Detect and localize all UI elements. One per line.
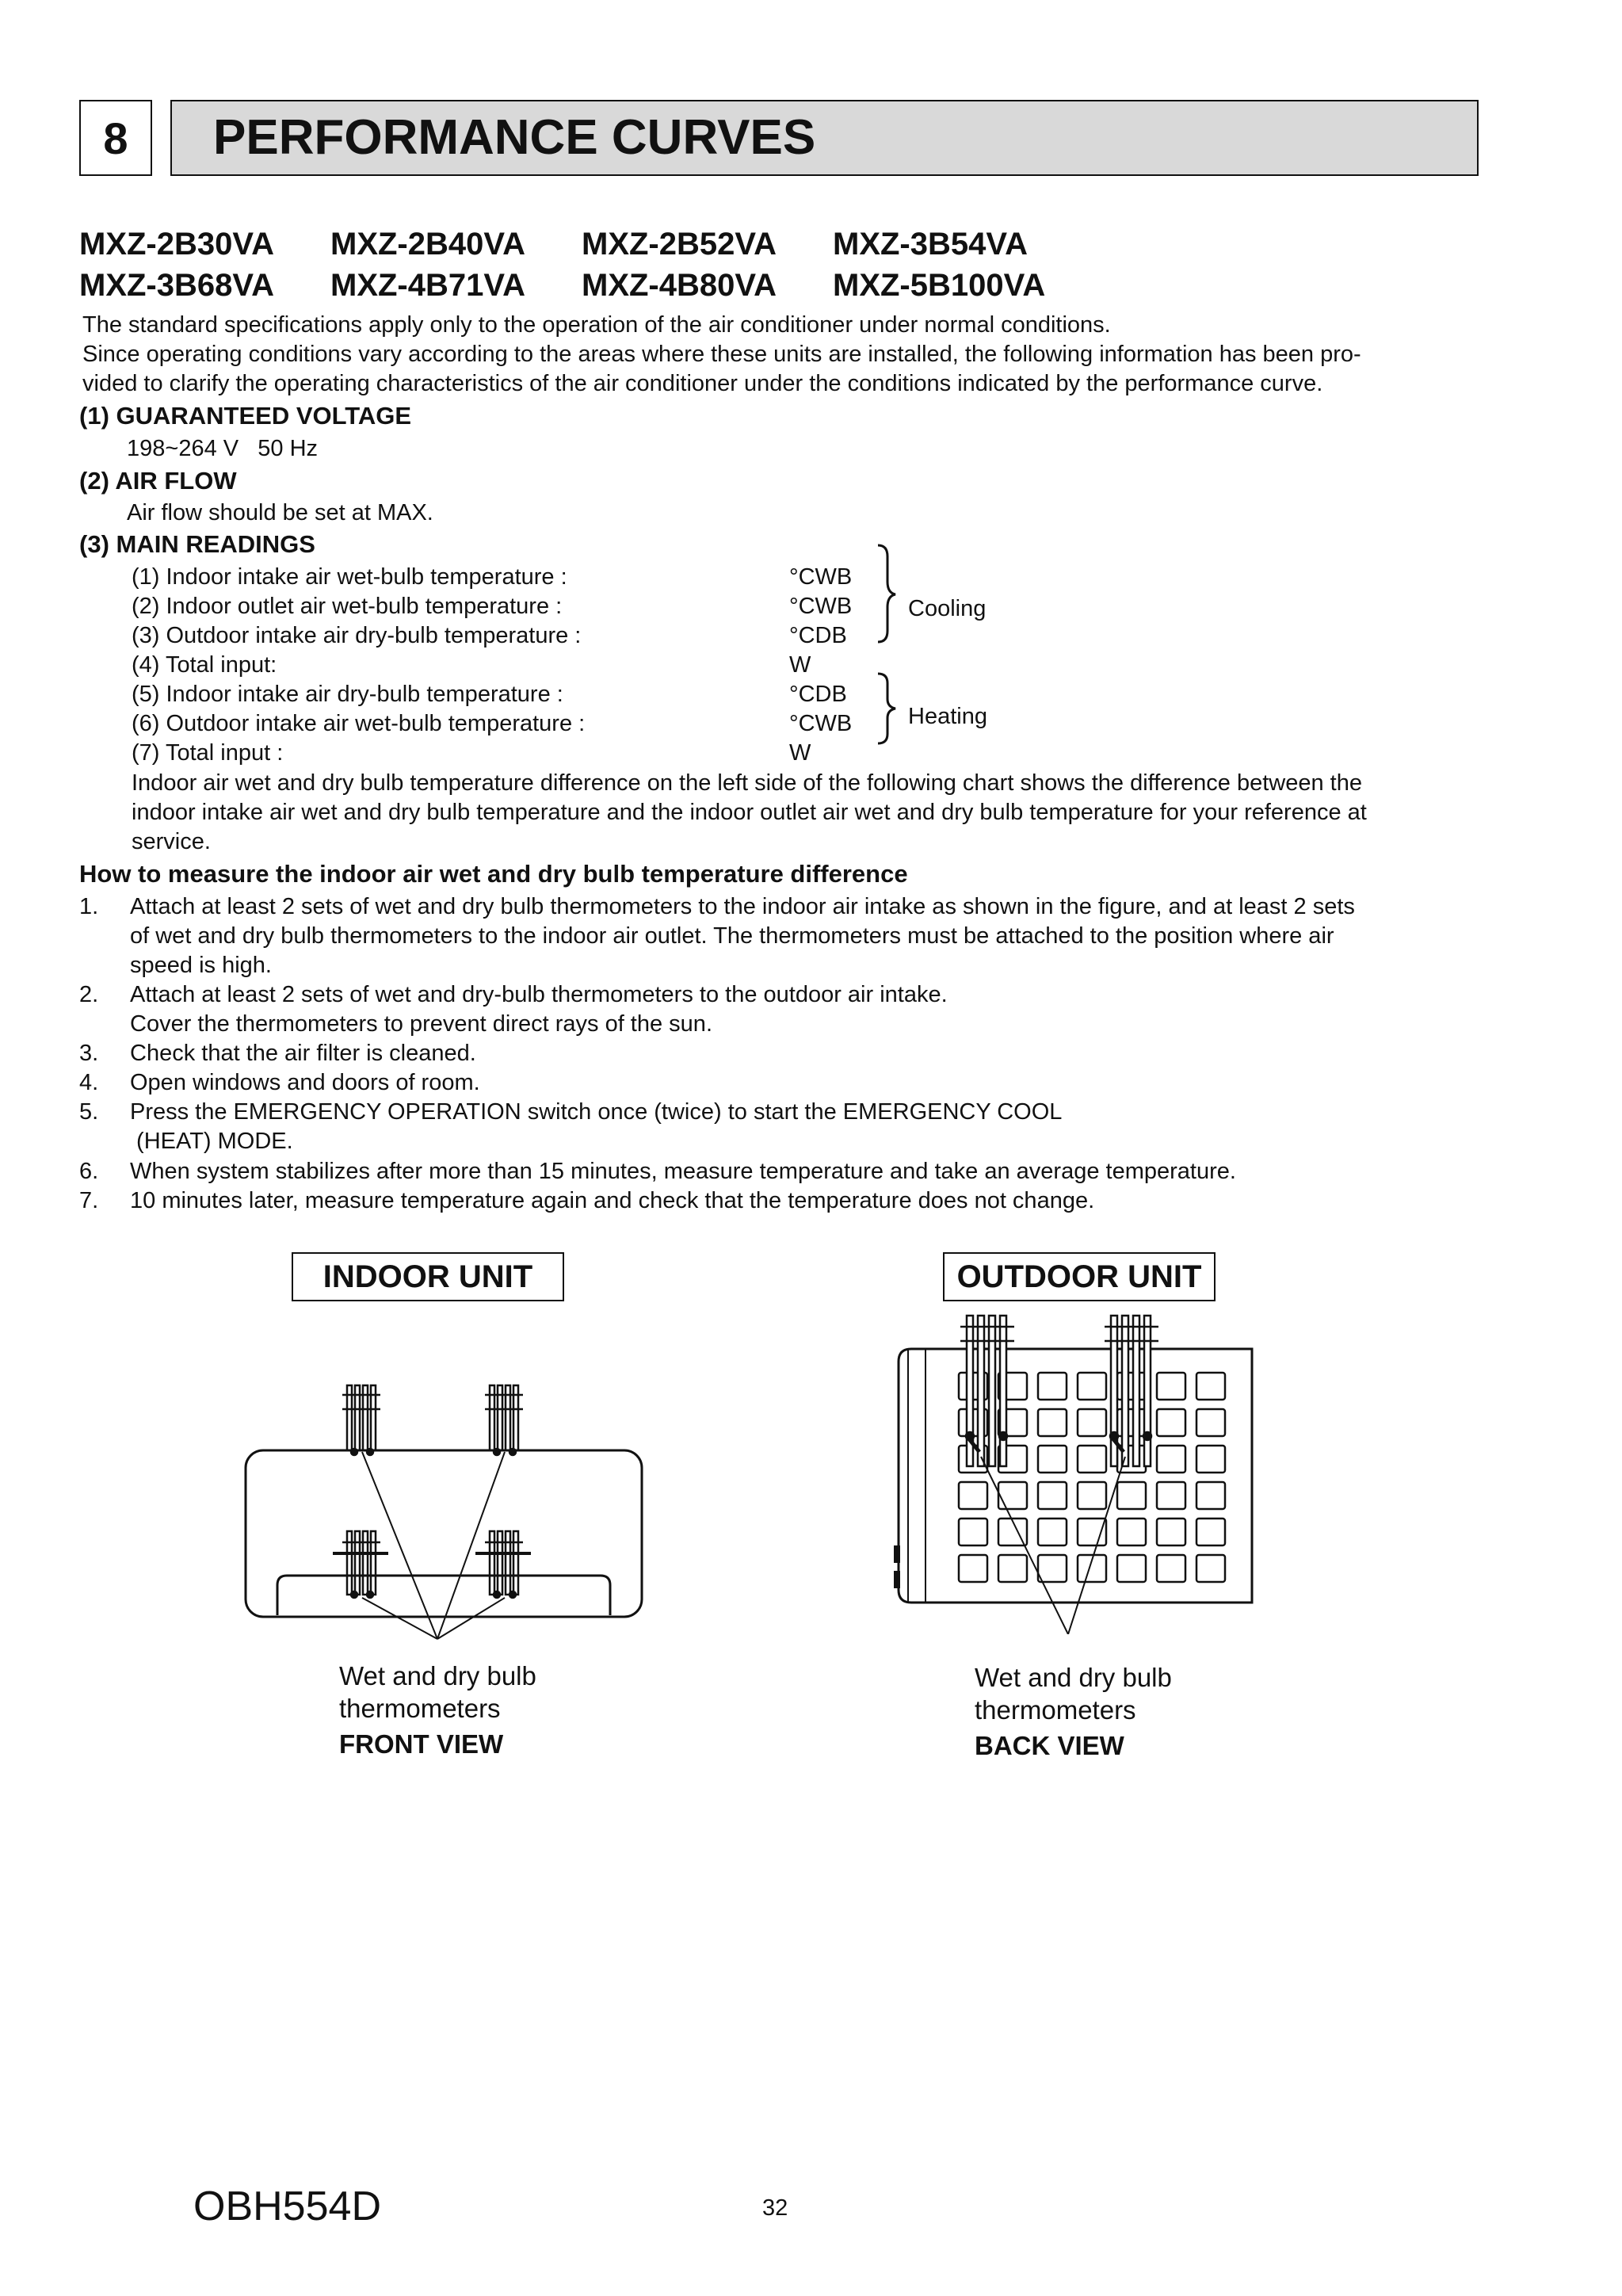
heading-main-readings: (3) MAIN READINGS [79, 530, 315, 558]
page-number: 32 [762, 2195, 788, 2221]
reading-unit: W [789, 740, 811, 766]
model-name: MXZ-4B71VA [330, 268, 525, 303]
outdoor-unit-diagram [887, 1309, 1284, 1634]
step-text: When system stabilizes after more than 15 minutes, measure temperature and take an average temperature. [130, 1159, 1236, 1184]
reading-unit: °CWB [789, 564, 853, 590]
cooling-label: Cooling [908, 596, 987, 621]
section-title: PERFORMANCE CURVES [170, 100, 1479, 176]
heading-air-flow: (2) AIR FLOW [79, 467, 237, 495]
step-text: speed is high. [130, 953, 272, 978]
model-name: MXZ-2B52VA [582, 227, 777, 262]
outdoor-caption: Wet and dry bulb [975, 1663, 1172, 1692]
step-text: Attach at least 2 sets of wet and dry bulb thermometers to the indoor air intake as shown in the figure, and at least 2 sets [130, 894, 1355, 919]
thermometer-set-icon [485, 1385, 523, 1455]
back-view-label: BACK VIEW [975, 1731, 1124, 1760]
model-name: MXZ-2B30VA [79, 227, 274, 262]
reading-label: (2) Indoor outlet air wet-bulb temperature : [132, 594, 563, 619]
reading-label: (4) Total input: [132, 652, 277, 678]
step-text: Open windows and doors of room. [130, 1070, 480, 1095]
step-number: 1. [79, 894, 99, 919]
intro-line: Since operating conditions vary according to the areas where these units are installed, the following information has been pro- [82, 342, 1361, 367]
voltage-value: 198~264 V 50 Hz [127, 436, 319, 461]
model-name: MXZ-4B80VA [582, 268, 777, 303]
note-line: service. [132, 829, 211, 854]
model-row-2 [79, 268, 1109, 306]
step-number: 2. [79, 982, 99, 1007]
step-text: Press the EMERGENCY OPERATION switch once (twice) to start the EMERGENCY COOL [130, 1099, 1063, 1125]
how-to-heading: How to measure the indoor air wet and dry bulb temperature difference [79, 860, 908, 888]
step-text: of wet and dry bulb thermometers to the indoor air outlet. The thermometers must be attached to the position where air [130, 923, 1334, 949]
step-number: 3. [79, 1041, 99, 1066]
reading-label: (3) Outdoor intake air dry-bulb temperature : [132, 623, 582, 648]
air-flow-value: Air flow should be set at MAX. [127, 500, 433, 525]
outdoor-unit-title: OUTDOOR UNIT [943, 1252, 1216, 1301]
indoor-caption: Wet and dry bulb [339, 1661, 536, 1690]
intro-line: vided to clarify the operating characteristics of the air conditioner under the conditions indicated by the performance curve. [82, 371, 1323, 396]
cooling-brace-icon [875, 542, 903, 645]
step-number: 6. [79, 1159, 99, 1184]
model-name: MXZ-3B54VA [833, 227, 1028, 262]
heading-guaranteed-voltage: (1) GUARANTEED VOLTAGE [79, 402, 412, 430]
heating-label: Heating [908, 704, 987, 729]
step-number: 4. [79, 1070, 99, 1095]
thermometer-set-icon [475, 1531, 531, 1598]
model-name: MXZ-2B40VA [330, 227, 525, 262]
indoor-caption: thermometers [339, 1694, 501, 1723]
step-number: 7. [79, 1188, 99, 1213]
step-text: 10 minutes later, measure temperature again and check that the temperature does not change. [130, 1188, 1095, 1213]
step-number: 5. [79, 1099, 99, 1125]
heating-brace-icon [875, 670, 903, 747]
note-line: indoor intake air wet and dry bulb temperature and the indoor outlet air wet and dry bulb temperature for your reference at [132, 800, 1367, 825]
step-text: Cover the thermometers to prevent direct rays of the sun. [130, 1011, 712, 1037]
section-number: 8 [79, 100, 152, 176]
reading-label: (7) Total input : [132, 740, 284, 766]
step-text: Attach at least 2 sets of wet and dry-bulb thermometers to the outdoor air intake. [130, 982, 948, 1007]
reading-unit: W [789, 652, 811, 678]
note-line: Indoor air wet and dry bulb temperature difference on the left side of the following chart shows the difference between the [132, 770, 1362, 796]
reading-unit: °CDB [789, 623, 847, 648]
step-text: (HEAT) MODE. [130, 1129, 293, 1154]
reading-unit: °CWB [789, 711, 853, 736]
intro-line: The standard specifications apply only to the operation of the air conditioner under normal conditions. [82, 312, 1111, 338]
indoor-unit-title: INDOOR UNIT [292, 1252, 564, 1301]
thermometer-set-icon [1105, 1316, 1158, 1466]
document-code: OBH554D [193, 2183, 381, 2229]
thermometer-set-icon [333, 1531, 388, 1598]
reading-label: (6) Outdoor intake air wet-bulb temperature : [132, 711, 586, 736]
front-view-label: FRONT VIEW [339, 1729, 504, 1759]
reading-unit: °CWB [789, 594, 853, 619]
thermometer-set-icon [342, 1385, 380, 1455]
reading-label: (1) Indoor intake air wet-bulb temperature : [132, 564, 567, 590]
outdoor-caption: thermometers [975, 1695, 1136, 1725]
reading-label: (5) Indoor intake air dry-bulb temperature : [132, 682, 563, 707]
model-name: MXZ-3B68VA [79, 268, 274, 303]
indoor-unit-diagram [230, 1363, 658, 1641]
step-text: Check that the air filter is cleaned. [130, 1041, 476, 1066]
model-row-1 [79, 227, 1109, 265]
reading-unit: °CDB [789, 682, 847, 707]
model-name: MXZ-5B100VA [833, 268, 1046, 303]
